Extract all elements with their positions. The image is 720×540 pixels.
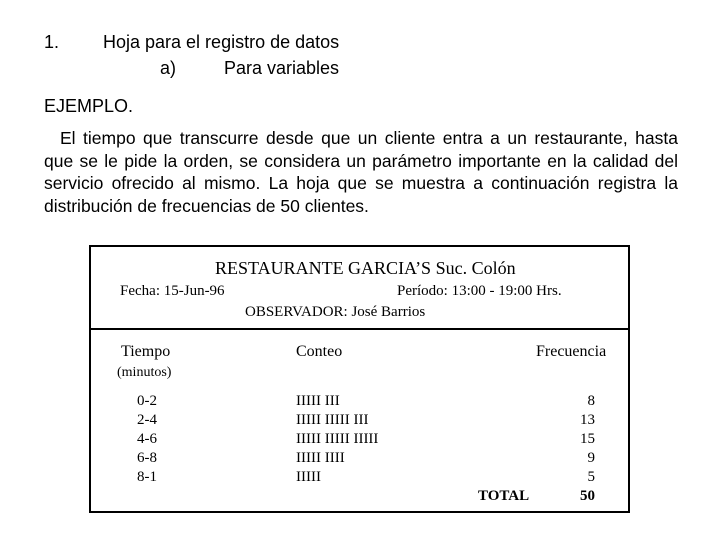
header-divider <box>89 328 630 330</box>
total-label: TOTAL <box>478 488 530 504</box>
restaurant-title: RESTAURANTE GARCIA’S Suc. Colón <box>215 258 516 278</box>
time-unit-label: (minutos) <box>117 365 172 380</box>
date-label: Fecha: 15-Jun-96 <box>120 283 225 299</box>
time-column-header: Tiempo <box>121 343 171 360</box>
observer-label: OBSERVADOR: José Barrios <box>245 304 426 320</box>
row-tally: IIIII III <box>296 393 340 409</box>
period-label: Período: 13:00 - 19:00 Hrs. <box>397 283 562 299</box>
row-frequency: 8 <box>587 393 595 409</box>
heading-title: Hoja para el registro de datos <box>103 32 340 52</box>
row-interval: 6-8 <box>137 450 157 466</box>
row-interval: 8-1 <box>137 469 157 485</box>
row-tally: IIIII IIIII IIIII <box>296 431 379 447</box>
heading-number: 1. <box>44 32 60 52</box>
row-frequency: 9 <box>587 450 595 466</box>
row-interval: 4-6 <box>137 431 157 447</box>
row-tally: IIIII IIIII III <box>296 412 369 428</box>
subheading-letter: a) <box>160 58 177 78</box>
row-tally: IIIII IIII <box>296 450 345 466</box>
example-label: EJEMPLO. <box>44 96 134 116</box>
subheading-title: Para variables <box>224 58 340 78</box>
count-column-header: Conteo <box>296 343 343 360</box>
total-value: 50 <box>580 488 595 504</box>
row-frequency: 15 <box>580 431 595 447</box>
row-frequency: 5 <box>587 469 595 485</box>
row-frequency: 13 <box>580 412 595 428</box>
row-tally: IIIII <box>296 469 321 485</box>
row-interval: 0-2 <box>137 393 157 409</box>
row-interval: 2-4 <box>137 412 157 428</box>
frequency-column-header: Frecuencia <box>536 343 607 360</box>
intro-paragraph: El tiempo que transcurre desde que un cliente entra a un restaurante, hasta que se le pide la orden, se considera un parámetro importante en la calidad del servicio ofrecido al mismo. La hoja que se muestra a continuación registra la distribución de frecuencias de 50 clientes. <box>44 128 678 216</box>
